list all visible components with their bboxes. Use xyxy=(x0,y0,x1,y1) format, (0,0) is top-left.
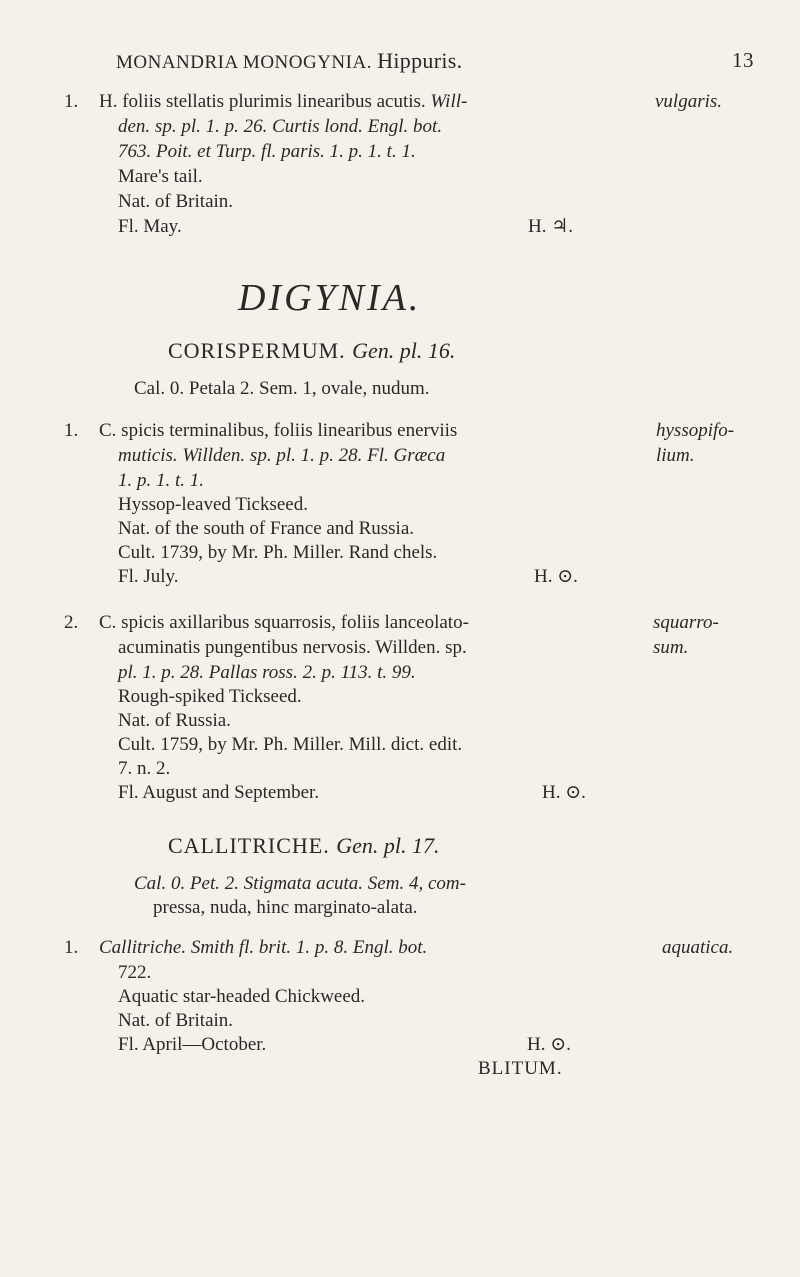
entry-line: 763. Poit. et Turp. fl. paris. 1. p. 1. t. 1. xyxy=(118,141,416,162)
native-range: Nat. of Russia. xyxy=(118,710,231,731)
running-header xyxy=(116,48,754,78)
habit-symbol: H. ♃. xyxy=(528,216,574,237)
cultivation-note: Cult. 1759, by Mr. Ph. Miller. Mill. dict. edit. xyxy=(118,734,463,755)
genus-heading xyxy=(168,338,455,364)
common-name: Rough-spiked Tickseed. xyxy=(118,686,302,707)
entry-ref: Will- xyxy=(430,91,468,112)
entry-line: acuminatis pungentibus nervosis. Willden. sp. xyxy=(118,637,467,658)
species-epithet: vulgaris. xyxy=(655,91,723,112)
entry-number: 1. xyxy=(64,91,79,112)
flowering-time: Fl. May. xyxy=(118,216,182,237)
flowering-time: Fl. April—October. xyxy=(118,1034,267,1055)
entry-number: 1. xyxy=(64,937,79,958)
common-name: Hyssop-leaved Tickseed. xyxy=(118,494,308,515)
catchword: BLITUM. xyxy=(478,1058,563,1079)
genus-name: CORISPERMUM. xyxy=(168,338,346,363)
species-epithet: lium. xyxy=(656,445,695,466)
entry-line: C. spicis terminalibus, foliis linearibus enerviis xyxy=(99,420,458,441)
entry-line: C. spicis axillaribus squarrosis, foliis lanceolato- xyxy=(99,612,469,633)
genus-ref: Gen. pl. 16. xyxy=(352,338,456,363)
genus-characters: Cal. 0. Pet. 2. Stigmata acuta. Sem. 4, com- xyxy=(134,873,466,894)
entry-line: Callitriche. Smith fl. brit. 1. p. 8. Engl. bot. xyxy=(99,937,428,958)
species-epithet: aquatica. xyxy=(662,937,734,958)
header-left-text: MONANDRIA MONOGYNIA. xyxy=(116,52,372,73)
habit-symbol: H. ⊙. xyxy=(527,1034,571,1055)
native-range: Nat. of Britain. xyxy=(118,1010,234,1031)
species-epithet: squarro- xyxy=(653,612,719,633)
entry-number: 1. xyxy=(64,420,79,441)
entry-line: 722. xyxy=(118,962,152,983)
cultivation-note: 7. n. 2. xyxy=(118,758,171,779)
entry-line: den. sp. pl. 1. p. 26. Curtis lond. Engl. bot. xyxy=(118,116,443,137)
habit-symbol: H. ⊙. xyxy=(542,782,586,803)
header-genus: Hippuris. xyxy=(377,48,463,73)
native-range: Nat. of Britain. xyxy=(118,191,234,212)
cultivation-note: Cult. 1739, by Mr. Ph. Miller. Rand chels. xyxy=(118,542,438,563)
native-range: Nat. of the south of France and Russia. xyxy=(118,518,415,539)
section-title: DIGYNIA. xyxy=(238,277,422,319)
genus-heading xyxy=(168,833,439,859)
entry-text: H. foliis stellatis plurimis linearibus acutis. xyxy=(99,91,426,112)
species-epithet: sum. xyxy=(653,637,689,658)
flowering-time: Fl. August and September. xyxy=(118,782,320,803)
genus-characters: Cal. 0. Petala 2. Sem. 1, ovale, nudum. xyxy=(134,378,430,399)
entry-line: 1. p. 1. t. 1. xyxy=(118,470,205,491)
page-number: 13 xyxy=(732,48,754,72)
entry-line: muticis. Willden. sp. pl. 1. p. 28. Fl. Græca xyxy=(118,445,446,466)
flowering-time: Fl. July. xyxy=(118,566,179,587)
genus-name: CALLITRICHE. xyxy=(168,833,330,858)
entry-line xyxy=(99,90,467,114)
species-epithet: hyssopifo- xyxy=(656,420,735,441)
genus-ref: Gen. pl. 17. xyxy=(336,833,440,858)
habit-symbol: H. ⊙. xyxy=(534,566,578,587)
common-name: Aquatic star-headed Chickweed. xyxy=(118,986,366,1007)
entry-number: 2. xyxy=(64,612,79,633)
entry-line: pl. 1. p. 28. Pallas ross. 2. p. 113. t. 99. xyxy=(118,662,416,683)
header-class-order xyxy=(116,48,462,74)
genus-characters: pressa, nuda, hinc marginato-alata. xyxy=(153,897,418,918)
common-name: Mare's tail. xyxy=(118,166,203,187)
